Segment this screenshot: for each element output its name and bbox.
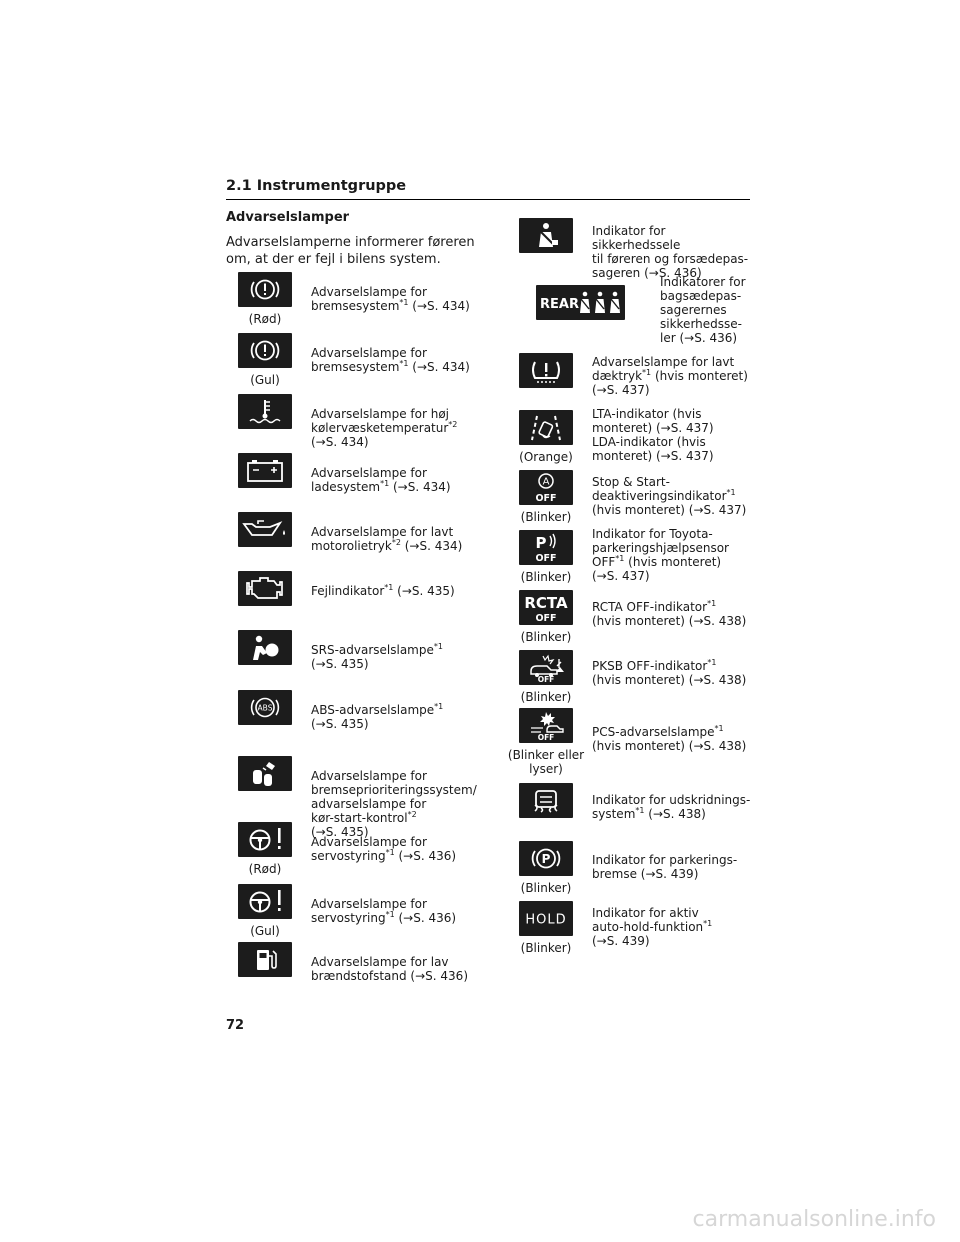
low-fuel-icon	[238, 942, 292, 977]
seatbelt-icon	[519, 218, 573, 253]
header-rule	[226, 199, 750, 200]
lamp-description: PCS-advarselslampe$^{*1}$ (hvis monteret) (→S. 438)	[592, 724, 747, 753]
lamp-description: ABS-advarselslampe$^{*1}$ (→S. 435)	[311, 702, 444, 731]
lamp-description: SRS-advarselslampe$^{*1}$ (→S. 435)	[311, 642, 443, 671]
lamp-caption: (Rød)	[248, 862, 282, 876]
rear-label: REAR	[540, 297, 579, 312]
svg-text:OFF: OFF	[535, 613, 557, 624]
lamp-description: Advarselslampe for bremsesystem$^{*1}$ (→S. 434)	[311, 346, 470, 374]
lamp-caption: (Gul)	[250, 924, 280, 938]
lta-icon	[519, 410, 573, 445]
section-intro: Advarselslamperne informerer føreren om, at der er fejl i bilens system.	[226, 235, 475, 267]
lamp-description: Advarselslampe for bremseprioriteringssystem/ advarselslampe for kør-start-kontrol$^{*2}$ (→S. 435)	[311, 769, 477, 839]
lamp-description: Indikator for Toyota- parkeringshjælpsensor OFF$^{*1}$ (hvis monteret) (→S. 437)	[592, 527, 729, 583]
watermark: carmanualsonline.info	[692, 1207, 936, 1232]
brake-warning-icon	[238, 272, 292, 307]
rcta-off-icon	[519, 590, 573, 625]
svg-text:RCTA: RCTA	[524, 594, 568, 612]
lamp-description: Indikator for udskridnings- system$^{*1}$ (→S. 438)	[592, 793, 751, 821]
engine-check-icon	[238, 571, 292, 606]
lamp-caption: (Blinker)	[520, 570, 572, 584]
lamp-caption: (Blinker)	[520, 510, 572, 524]
page-number: 72	[226, 1018, 245, 1033]
lamp-caption: (Blinker)	[520, 881, 572, 895]
slip-indicator-icon	[519, 783, 573, 818]
lamp-caption: (Rød)	[248, 312, 282, 326]
svg-text:P: P	[541, 852, 551, 866]
brake-override-icon	[238, 756, 292, 791]
lamp-description: Fejlindikator$^{*1}$ (→S. 435)	[311, 583, 455, 598]
battery-icon	[238, 453, 292, 488]
stop-start-off-icon	[519, 470, 573, 505]
lamp-description: Advarselslampe for ladesystem$^{*1}$ (→S. 434)	[311, 466, 451, 494]
parking-brake-icon	[519, 841, 573, 876]
lamp-description: Advarselslampe for lav brændstofstand (→S. 436)	[311, 955, 468, 983]
abs-icon	[238, 690, 292, 725]
pcs-warning-icon	[519, 708, 573, 743]
lamp-description: Advarselslampe for servostyring$^{*1}$ (→S. 436)	[311, 835, 457, 863]
chapter-header: 2.1 Instrumentgruppe	[226, 178, 407, 194]
brake-warning-icon	[238, 333, 292, 368]
lamp-description: RCTA OFF-indikator$^{*1}$ (hvis monteret) (→S. 438)	[592, 599, 747, 628]
lamp-caption: (Blinker)	[520, 690, 572, 704]
lamp-caption: (Blinker)	[520, 941, 572, 955]
coolant-temp-icon	[238, 394, 292, 429]
pksb-off-icon	[519, 650, 573, 685]
lamp-description: Indikatorer for bagsædepas- sagerernes sikkerhedsse- ler (→S. 436)	[660, 275, 746, 345]
svg-text:HOLD: HOLD	[525, 912, 567, 928]
lamp-description: Advarselslampe for servostyring$^{*1}$ (→S. 436)	[311, 897, 457, 925]
svg-text:OFF: OFF	[535, 553, 557, 564]
lamp-description: Indikator for aktiv auto-hold-funktion$^{*1}$ (→S. 439)	[592, 906, 713, 948]
svg-text:ABS: ABS	[257, 703, 273, 713]
lamp-description: Stop & Start- deaktiveringsindikator$^{*1}$ (hvis monteret) (→S. 437)	[592, 475, 747, 517]
lamp-caption: (Orange)	[519, 450, 573, 464]
power-steering-icon	[238, 884, 292, 919]
svg-text:P: P	[535, 534, 547, 552]
svg-text:OFF: OFF	[537, 675, 555, 684]
lamp-description: Advarselslampe for høj kølervæsketemperatur$^{*2}$ (→S. 434)	[311, 407, 458, 449]
rear-seatbelt-icon	[536, 285, 625, 320]
lamp-caption: (Blinker)	[520, 630, 572, 644]
lamp-description: Advarselslampe for lavt dæktryk$^{*1}$ (hvis monteret) (→S. 437)	[592, 355, 748, 397]
lamp-description: Advarselslampe for lavt motorolietryk$^{*2}$ (→S. 434)	[311, 525, 463, 553]
section-title: Advarselslamper	[226, 210, 350, 225]
svg-text:A: A	[542, 476, 550, 488]
hold-icon	[519, 901, 573, 936]
srs-airbag-icon	[238, 630, 292, 665]
power-steering-icon	[238, 822, 292, 857]
parking-sensor-off-icon	[519, 530, 573, 565]
lamp-description: LTA-indikator (hvis monteret) (→S. 437) LDA-indikator (hvis monteret) (→S. 437)	[592, 407, 714, 463]
lamp-caption: (Gul)	[250, 373, 280, 387]
svg-text:OFF: OFF	[537, 733, 555, 742]
lamp-description: PKSB OFF-indikator$^{*1}$ (hvis monteret) (→S. 438)	[592, 658, 747, 687]
oil-pressure-icon	[238, 512, 292, 547]
lamp-description: Advarselslampe for bremsesystem$^{*1}$ (→S. 434)	[311, 285, 470, 313]
lamp-caption: (Blinker eller lyser)	[507, 748, 585, 776]
lamp-description: Indikator for sikkerhedssele til føreren og forsædepas- sageren (→S. 436)	[592, 224, 749, 280]
tire-pressure-icon	[519, 353, 573, 388]
svg-text:OFF: OFF	[535, 493, 557, 504]
lamp-description: Indikator for parkerings- bremse (→S. 439)	[592, 853, 738, 881]
